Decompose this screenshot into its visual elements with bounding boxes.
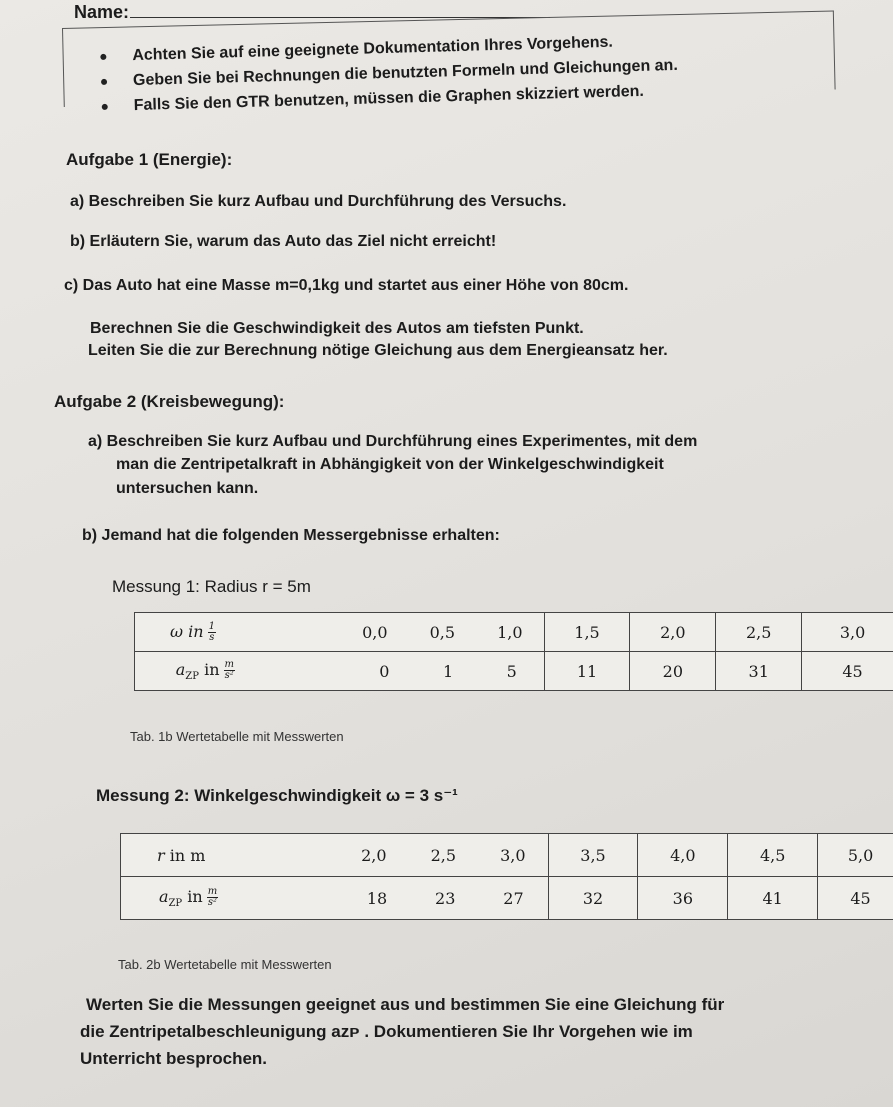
closing-line-2: die Zentripetalbeschleunigung aᴢᴘ . Dokumentieren Sie Ihr Vorgehen wie im xyxy=(80,1022,693,1041)
omega-value: 1,0 xyxy=(497,622,523,642)
azp-value: 0 xyxy=(379,661,390,681)
name-label: Name: xyxy=(74,2,130,22)
instruction-item: Geben Sie bei Rechnungen die benutzten Formeln und Gleichungen an. xyxy=(101,53,678,94)
radius-value: 3,0 xyxy=(500,845,526,865)
azp-value: 45 xyxy=(818,877,893,920)
closing-line-3: Unterricht besprochen. xyxy=(80,1049,268,1068)
azp-value: 11 xyxy=(544,652,630,691)
measurement1-title: Messung 1: Radius r = 5m xyxy=(112,577,311,596)
table2-caption: Tab. 2b Wertetabelle mit Messwerten xyxy=(118,957,332,972)
table-row-omega xyxy=(135,613,893,652)
azp-value: 41 xyxy=(728,877,818,920)
azp-value: 27 xyxy=(503,888,524,908)
omega-value: 3,0 xyxy=(802,613,893,652)
azp-value: 31 xyxy=(716,652,802,691)
measurement2-title: Messung 2: Winkelgeschwindigkeit ω = 3 s⁻¹ xyxy=(96,786,458,805)
table-row-azp xyxy=(121,877,893,920)
azp-value: 5 xyxy=(506,661,517,681)
azp-value: 45 xyxy=(802,652,893,691)
task1-title: Aufgabe 1 (Energie): xyxy=(66,150,233,169)
omega-value: 0,0 xyxy=(362,622,388,642)
task1-part-b: b) Erläutern Sie, warum das Auto das Ziel nicht erreicht! xyxy=(70,233,497,250)
measurement1-table xyxy=(134,612,893,691)
task1-part-a: a) Beschreiben Sie kurz Aufbau und Durchführung des Versuchs. xyxy=(70,193,567,210)
radius-value: 2,5 xyxy=(430,845,457,865)
omega-value: 2,0 xyxy=(630,613,716,652)
task2-title: Aufgabe 2 (Kreisbewegung): xyxy=(54,392,285,411)
instruction-item: Falls Sie den GTR benutzen, müssen die Graphen skizziert werden. xyxy=(101,78,678,119)
task1-part-c-line3: Leiten Sie die zur Berechnung nötige Gleichung aus dem Energieansatz her. xyxy=(88,342,668,359)
azp-value: 32 xyxy=(548,877,638,920)
table-cell-radius-group xyxy=(121,834,549,877)
azp-value: 20 xyxy=(630,652,716,691)
azp-value: 18 xyxy=(366,888,388,908)
omega-value: 2,5 xyxy=(716,613,802,652)
azp-value: 23 xyxy=(435,888,456,908)
omega-value: 1,5 xyxy=(544,613,630,652)
row-header-omega: ω in $\frac{1}{s}$ xyxy=(170,620,215,643)
table-row-azp xyxy=(135,652,893,691)
task2-part-a-line2: man die Zentripetalkraft in Abhängigkeit von der Winkelgeschwindigkeit xyxy=(116,456,664,473)
instructions-list xyxy=(100,28,679,119)
table-cell-omega-group xyxy=(135,613,545,652)
task1-part-c-line2: Berechnen Sie die Geschwindigkeit des Autos am tiefsten Punkt. xyxy=(90,320,584,337)
task2-part-a-line1: a) Beschreiben Sie kurz Aufbau und Durchführung eines Experimentes, mit dem xyxy=(88,433,698,450)
radius-value: 4,5 xyxy=(728,834,818,877)
radius-value: 5,0 xyxy=(818,834,893,877)
row-header-radius: r in m xyxy=(157,845,206,865)
task1-part-c: c) Das Auto hat eine Masse m=0,1kg und startet aus einer Höhe von 80cm. xyxy=(64,277,629,294)
radius-value: 3,5 xyxy=(548,834,638,877)
radius-value: 2,0 xyxy=(361,845,387,865)
table1-caption: Tab. 1b Wertetabelle mit Messwerten xyxy=(130,729,344,744)
closing-line-1: Werten Sie die Messungen geeignet aus und bestimmen Sie eine Gleichung für xyxy=(86,995,725,1014)
radius-value: 4,0 xyxy=(638,834,728,877)
azp-value: 36 xyxy=(638,877,728,920)
instruction-item: Achten Sie auf eine geeignete Dokumentation Ihres Vorgehens. xyxy=(100,28,677,69)
row-header-azp: $a_{ZP}$ in $\frac{m}{\text{s²}}$ xyxy=(175,658,234,683)
table-cell-azp-group xyxy=(121,877,549,920)
table-row-radius xyxy=(121,834,893,877)
task2-part-a-line3: untersuchen kann. xyxy=(116,480,259,497)
azp-value: 1 xyxy=(442,661,454,681)
task2-part-b: b) Jemand hat die folgenden Messergebnisse erhalten: xyxy=(82,527,500,544)
table-cell-azp-group xyxy=(135,652,545,691)
measurement2-table xyxy=(120,833,893,920)
row-header-azp: $a_{ZP}$ in $\frac{m}{\text{s²}}$ xyxy=(158,885,218,910)
omega-value: 0,5 xyxy=(429,622,456,642)
